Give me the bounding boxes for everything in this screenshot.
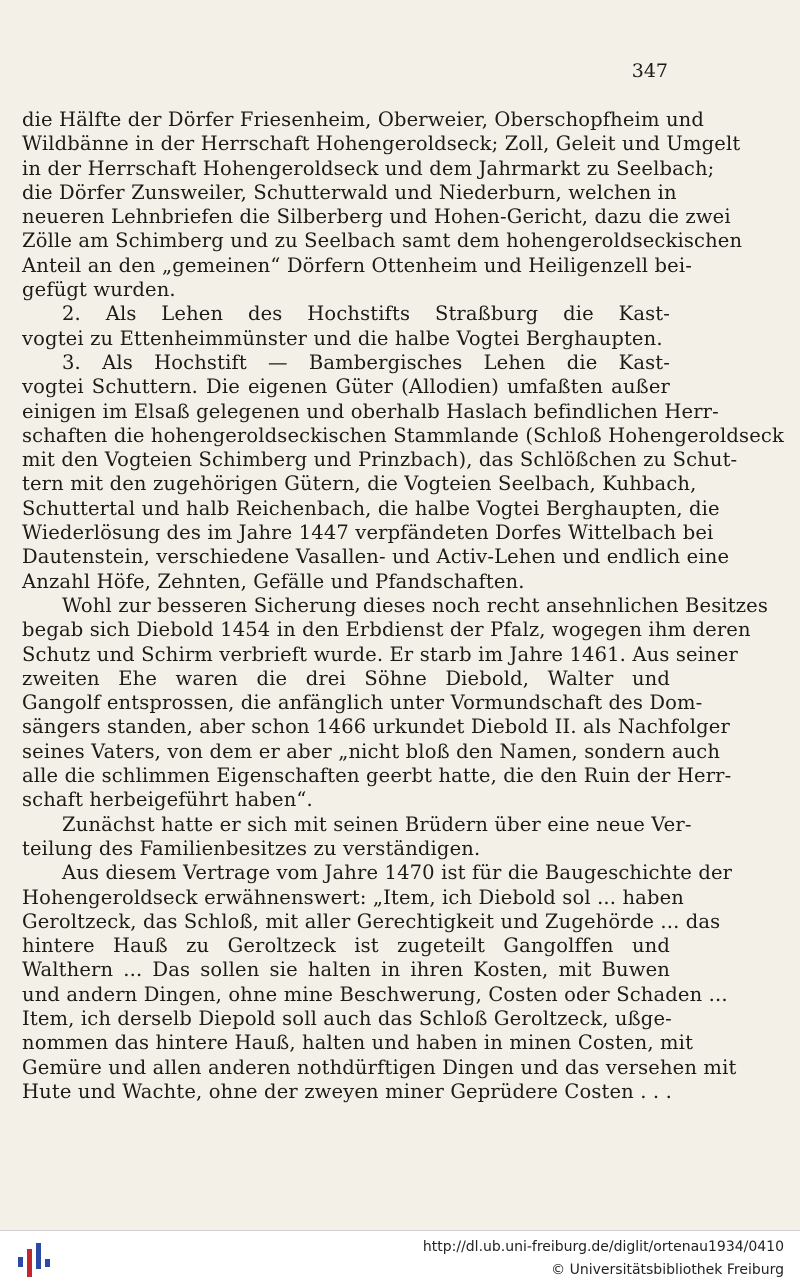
permalink-url[interactable]: http://dl.ub.uni-freiburg.de/diglit/ortenau1934/0410 [422,1239,784,1255]
text-line: einigen im Elsaß gelegenen und oberhalb Haslach befindlichen Herr- [22,399,719,423]
text-line: Wildbänne in der Herrschaft Hohengeroldseck; Zoll, Geleit und Umgelt [22,132,741,156]
text-line: Wiederlösung des im Jahre 1447 verpfändeten Dorfes Wittelbach bei [22,521,714,545]
text-line: 3. Als Hochstift — Bambergisches Lehen die Kast- [62,350,670,374]
text-line: schaften die hohengeroldseckischen Stammlande (Schloß Hohengeroldseck [22,423,784,447]
text-line: seines Vaters, von dem er aber „nicht bloß den Namen, sondern auch [22,739,721,763]
text-line: Walthern ... Das sollen sie halten in ihren Kosten, mit Buwen [22,958,670,982]
text-line: nommen das hintere Hauß, halten und haben in minen Costen, mit [22,1031,694,1055]
text-line: Anteil an den „gemeinen“ Dörfern Ottenheim und Heiligenzell bei- [22,253,692,277]
text-line: die Hälfte der Dörfer Friesenheim, Oberweier, Oberschopfheim und [22,108,704,131]
text-line: Schuttertal und halb Reichenbach, die halbe Vogtei Berghaupten, die [22,496,720,520]
text-line: teilung des Familienbesitzes zu verständigen. [22,836,481,860]
text-line: gefügt wurden. [22,278,176,302]
page-number: 347 [631,60,668,82]
text-line: Anzahl Höfe, Zehnten, Gefälle und Pfandschaften. [22,569,525,593]
ub-freiburg-logo-icon[interactable] [14,1241,54,1281]
text-line: zweiten Ehe waren die drei Söhne Diebold, Walter und [22,666,670,690]
text-line: tern mit den zugehörigen Gütern, die Vogteien Seelbach, Kuhbach, [22,472,697,496]
text-line: in der Herrschaft Hohengeroldseck und dem Jahrmarkt zu Seelbach; [22,156,715,180]
text-line: mit den Vogteien Schimberg und Prinzbach), das Schlößchen zu Schut- [22,448,738,472]
text-line: die Dörfer Zunsweiler, Schutterwald und Niederburn, welchen in [22,180,677,204]
text-line: 2. Als Lehen des Hochstifts Straßburg die Kast- [62,302,670,326]
text-line: hintere Hauß zu Geroltzeck ist zugeteilt Gangolffen und [22,934,670,958]
text-line: Item, ich derselb Diepold soll auch das Schloß Geroltzeck, ußge- [22,1006,672,1030]
text-line: Gemüre und allen anderen nothdürftigen Dingen und das versehen mit [22,1055,737,1079]
text-line: Wohl zur besseren Sicherung dieses noch recht ansehnlichen Besitzes [62,593,769,617]
text-line: neueren Lehnbriefen die Silberberg und Hohen-Gericht, dazu die zwei [22,205,731,229]
text-line: Hohengeroldseck erwähnenswert: „Item, ich Diebold sol ... haben [22,885,684,909]
text-line: und andern Dingen, ohne mine Beschwerung, Costen oder Schaden ... [22,982,728,1006]
text-line: Zölle am Schimberg und zu Seelbach samt dem hohengeroldseckischen [22,229,743,253]
footer-bar [0,1230,800,1287]
text-line: Schutz und Schirm verbrieft wurde. Er starb im Jahre 1461. Aus seiner [22,642,738,666]
text-line: sängers standen, aber schon 1466 urkundet Diebold II. als Nachfolger [22,715,730,739]
text-line: Aus diesem Vertrage vom Jahre 1470 ist für die Baugeschichte der [62,861,733,885]
text-line: Hute und Wachte, ohne der zweyen miner Geprüdere Costen . . . [22,1079,672,1103]
text-line: Gangolf entsprossen, die anfänglich unter Vormundschaft des Dom- [22,691,703,715]
text-line: schaft herbeigeführt haben“. [22,788,313,812]
text-line: begab sich Diebold 1454 in den Erbdienst der Pfalz, wogegen ihm deren [22,618,751,642]
text-line: Geroltzeck, das Schloß, mit aller Gerechtigkeit und Zugehörde ... das [22,909,721,933]
text-line: vogtei Schuttern. Die eigenen Güter (Allodien) umfaßten außer [22,375,670,399]
text-line: Zunächst hatte er sich mit seinen Brüdern über eine neue Ver- [62,812,692,836]
text-line: alle die schlimmen Eigenschaften geerbt hatte, die den Ruin der Herr- [22,764,732,788]
page-text-body [22,108,784,1104]
text-line: Dautenstein, verschiedene Vasallen- und Activ-Lehen und endlich eine [22,545,730,569]
text-line: vogtei zu Ettenheimmünster und die halbe Vogtei Berghaupten. [22,326,663,350]
copyright-notice: © Universitätsbibliothek Freiburg [551,1262,784,1278]
